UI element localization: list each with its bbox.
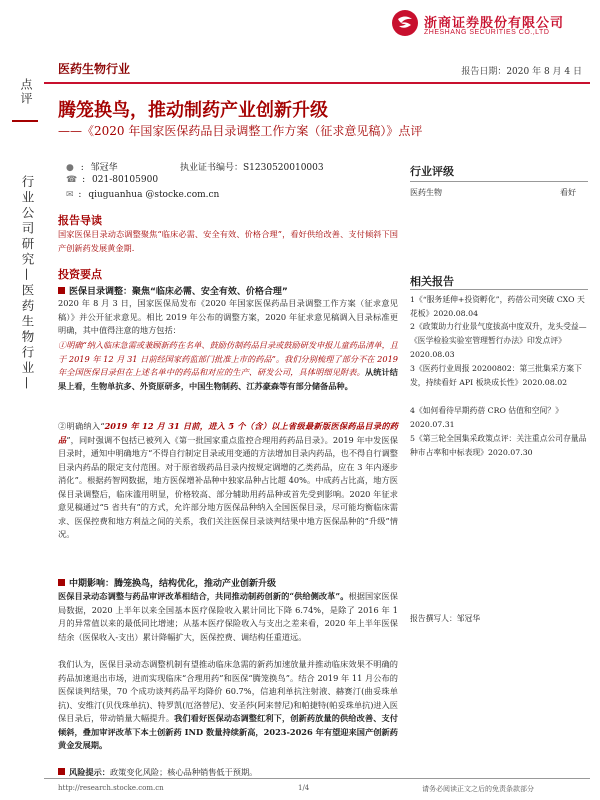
para-2	[58, 339, 398, 393]
para-5	[58, 658, 398, 753]
bullet-policy-text: 医保目录调整：聚焦“临床必需、安全有效、价格合理”	[69, 287, 288, 297]
analyst-line: ● : 邹冠华	[66, 163, 118, 173]
para-3-start: ②明确纳入“	[58, 421, 105, 431]
header-rule	[44, 82, 590, 84]
related-heading: 相关报告	[410, 275, 454, 288]
points-heading: 投资要点	[58, 268, 102, 281]
report-author-line: 报告撰写人：邹冠华	[410, 614, 481, 623]
rating-sector: 医药生物	[410, 188, 442, 197]
related-item-3[interactable]: 3《医药行业周报 20200802：第三批集采方案下发，持续看好 API 板块成长性》2020.08.02	[410, 364, 582, 387]
para-5-start: 我们认为，医保目录动态调整机制有望推动临床急需的新药加速放量并推动临床效果不明确的药品加速退出市场，进而实现临床“合理用药”和医保“腾笼换鸟”。结合 2019 年 11 月公布的医保谈判结果，70 个成功谈判药品平均降价 60.7%，信迪利单抗注射液、赫赛汀(曲妥珠单抗)、安维汀(贝伐珠单抗)、特罗凯(厄洛替尼)、安圣莎(阿来替尼)和帕捷特(帕妥珠单抗)进入医保目录后，带动销量大幅提升。	[58, 659, 398, 723]
email-icon: ✉	[66, 190, 74, 200]
analyst-name: 邹冠华	[90, 163, 118, 173]
analyst-phone: 021-80105900	[92, 175, 159, 185]
page-number: 1/4	[298, 784, 310, 792]
company-name-en: ZHESHANG SECURITIES CO.,LTD	[424, 29, 550, 36]
phone-icon: ☎	[66, 175, 78, 185]
para-4-bold: 医保目录动态调整与药品审评改革相结合，共同推动制药创新的“供给侧改革”。	[58, 591, 349, 601]
guide-heading: 报告导读	[58, 214, 102, 227]
guide-text: 国家医保目录动态调整聚焦“临床必需、安全有效、价格合理”，看好供给改善、支付倾斜下国产创新药发展黄金期.	[58, 229, 398, 253]
para-3	[58, 420, 398, 542]
bullet-midterm-text: 中期影响：腾笼换鸟，结构优化，推动产业创新升级	[69, 579, 277, 589]
disclaimer-note: 请务必阅读正文之后的免责条款部分	[422, 785, 534, 793]
para-3-highlight: 2019 年 12 月 31 日前，进入 5 个（含）以上省级最新版医保药品目录的药品	[58, 421, 398, 445]
para-2-bold: 从统计结果上看，生物单抗多、外资原研多，中国生物制药、江苏豪森等有部分储备品种。	[58, 367, 398, 391]
company-logo	[392, 10, 418, 36]
person-icon: ●	[66, 163, 74, 173]
related-item-4[interactable]: 4《如何看待早期药蓓 CRO 估值和空间？》2020.07.31	[410, 406, 563, 429]
footer-url[interactable]: http://research.stocke.com.cn	[58, 784, 164, 792]
phone-line: ☎ : 021-80105900	[66, 175, 159, 185]
logo-mark-icon	[392, 10, 418, 36]
rating-value: 看好	[560, 188, 576, 197]
para-3-rest: ”，同时强调不包括已被列入《第一批国家重点监控合理用药药品目录》。2019 年中发医保目录时，通知中明确地方“不得自行制定目录或用变通的方法增加目录内药品，也不得自行调整目录内药品的限定支付范围。对于原省级药品目录内按规定调增的乙类药品，应在 3 年内逐步消化”。根据药智网数据，地方医保增补品种中独家品种占比超 40%。中成药占比高，地方医保目录调整后，临床滥用明显，价格较高、部分辅助用药品种或首先受到影响。2020 年征求意见稿通过“5 省共有”的方式，允许部分地方医保品种纳入全国医保目录，尽可能均衡临床需求、医保控费和地方利益之间的关系，我们关注医保目录谈判结果中地方医保品种的“升级”情况。	[58, 434, 398, 539]
report-subtitle: ——《2020 年国家医保药品目录调整工作方案（征求意见稿）》点评	[58, 124, 423, 138]
risk-heading: 风险提示：	[69, 767, 110, 777]
para-2-highlight: ①明确“纳入临床急需或兼顾新药在名单、鼓励仿制药品目录或鼓励研发申报儿童药品清单，且于 2019 年 12 月 31 日前经国家药监部门批准上市的药品”。我们分别梳理了部分不在 2019 年全国医保目录但在上述名单中的药品和对应的生产、研发公司，具体明细见附表。	[58, 340, 398, 377]
para-4-rest: 根据国家医保局数据，2020 上半年以来全国基本医疗保险收入累计同比下降 6.74%，是除了 2016 年 1 月的异常值以来的最低同比增速；从基本医疗保险收入与支出之差来看，2020 年上半年医保结余（医保收入-支出）累计降幅扩大，医保控费、调结构任重道远。	[58, 591, 398, 642]
rating-rule	[410, 181, 588, 182]
analyst-email: qiuguanhua @stocke.com.cn	[88, 190, 220, 200]
bullet-square-icon	[58, 579, 65, 586]
rating-heading: 行业评级	[410, 165, 454, 178]
report-date: 报告日期：2020 年 8 月 4 日	[461, 67, 582, 77]
related-rule	[410, 289, 588, 290]
bullet-square-icon	[58, 287, 65, 294]
bullet-policy	[58, 284, 288, 297]
side-label-main: 行业公司研究—医药生物行业—	[20, 175, 35, 392]
company-name-cn: 浙商证券股份有限公司	[424, 16, 565, 31]
footer-rule	[44, 778, 590, 779]
report-title: 腾笼换鸟，推动制药产业创新升级	[58, 100, 328, 121]
side-divider	[12, 120, 38, 122]
industry-label: 医药生物行业	[58, 62, 131, 76]
para-1: 2020 年 8 月 3 日，国家医保局发布《2020 年国家医保药品目录调整工作方案（征求意见稿）》并公开征求意见。相比 2019 年公布的调整方案，2020 年征求意见稿调入目录标准更明确，其中值得注意的地方包括：	[58, 298, 398, 335]
email-line: ✉ : qiuguanhua @stocke.com.cn	[66, 190, 220, 200]
related-item-2[interactable]: 2《政策助力行业景气度拔高中度双升，龙头受益—《医学检验实验室管理暂行办法》印发点评》2020.08.03	[410, 322, 587, 359]
side-label-top: 点评	[19, 78, 33, 106]
related-item-1[interactable]: 1《“服务延伸+投资孵化”，药蓓公司突破 CXO 天花板》2020.08.04	[410, 295, 585, 318]
para-4	[58, 590, 398, 644]
analyst-cert: 执业证书编号：S1230520010003	[180, 163, 324, 173]
bullet-square-icon	[58, 768, 65, 775]
risk-text: 政策变化风险；核心品种销售低于预期。	[109, 767, 258, 777]
para-5-bold: 我们看好医保动态调整红利下，创新药放量的供给改善、支付倾斜，叠加审评改革下本土创新药 IND 数量持续新高，2023-2026 年有望迎来国产创新药黄金发展期。	[58, 713, 398, 750]
related-item-5[interactable]: 5《第三轮全国集采政策点评：关注重点公司存量品种市占率和中标表现》2020.07.30	[410, 434, 587, 457]
bullet-midterm	[58, 576, 276, 589]
